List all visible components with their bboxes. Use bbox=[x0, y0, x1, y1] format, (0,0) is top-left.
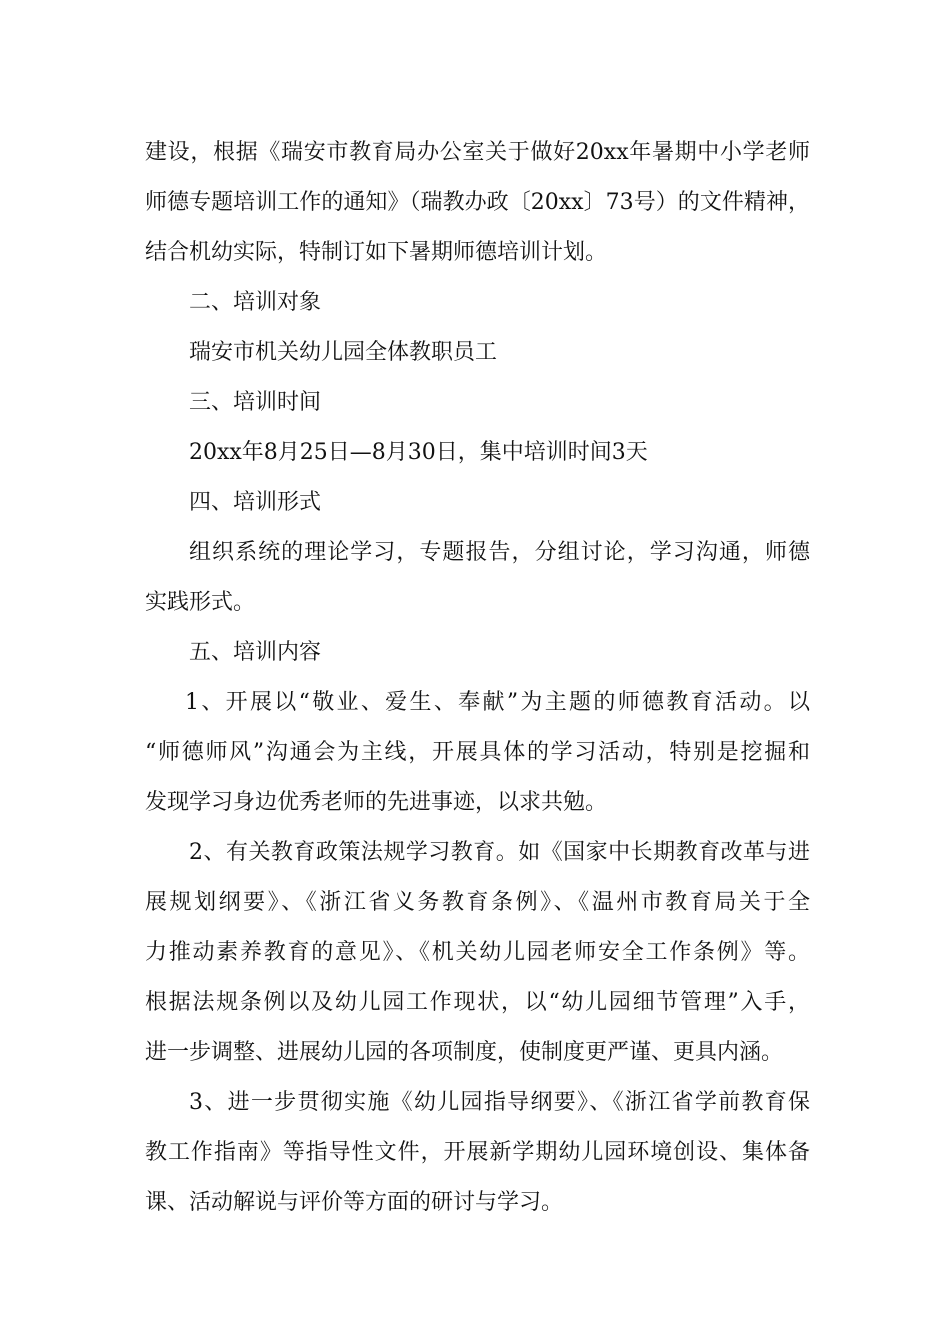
text-line: 发现学习身边优秀老师的先进事迹，以求共勉。 bbox=[145, 790, 608, 815]
section-heading-training-target: 二、培训对象 bbox=[189, 290, 322, 315]
text-line: “师德师风”沟通会为主线，开展具体的学习活动，特别是挖掘和 bbox=[145, 740, 810, 765]
text-line: 教工作指南》等指导性文件，开展新学期幼儿园环境创设、集体备 bbox=[145, 1140, 810, 1165]
text-line: 结合机幼实际，特制订如下暑期师德培训计划。 bbox=[145, 240, 608, 265]
text-line: 组织系统的理论学习，专题报告，分组讨论，学习沟通，师德 bbox=[189, 540, 810, 565]
document-body bbox=[145, 128, 810, 1228]
paragraph-training-form bbox=[145, 528, 810, 628]
text-line: 3、进一步贯彻实施《幼儿园指导纲要》、《浙江省学前教育保 bbox=[189, 1090, 810, 1115]
text-line: 课、活动解说与评价等方面的研讨与学习。 bbox=[145, 1190, 564, 1215]
text-line: 进一步调整、进展幼儿园的各项制度，使制度更严谨、更具内涵。 bbox=[145, 1040, 784, 1065]
text-line: 2、有关教育政策法规学习教育。如《国家中长期教育改革与进 bbox=[189, 840, 810, 865]
text-line: 展规划纲要》、《浙江省义务教育条例》、《温州市教育局关于全 bbox=[145, 890, 810, 915]
paragraph-training-time: 20xx年8月25日—8月30日，集中培训时间3天 bbox=[189, 440, 648, 465]
section-heading-training-form: 四、培训形式 bbox=[189, 490, 322, 515]
paragraph-content-item-3 bbox=[145, 1078, 810, 1228]
text-line: 建设，根据《瑞安市教育局办公室关于做好20xx年暑期中小学老师 bbox=[145, 140, 810, 165]
paragraph-intro bbox=[145, 128, 810, 278]
paragraph-training-target: 瑞安市机关幼儿园全体教职员工 bbox=[189, 340, 498, 365]
section-heading-training-content: 五、培训内容 bbox=[189, 640, 322, 665]
paragraph-content-item-2 bbox=[145, 828, 810, 1078]
section-heading-training-time: 三、培训时间 bbox=[189, 390, 322, 415]
paragraph-content-item-1 bbox=[145, 678, 810, 828]
text-line: 根据法规条例以及幼儿园工作现状，以“幼儿园细节管理”入手， bbox=[145, 990, 810, 1015]
text-line: 力推动素养教育的意见》、《机关幼儿园老师安全工作条例》等。 bbox=[145, 940, 810, 965]
text-line: 实践形式。 bbox=[145, 590, 256, 615]
text-line: 1、开展以“敬业、爱生、奉献”为主题的师德教育活动。以 bbox=[185, 690, 810, 715]
text-line: 师德专题培训工作的通知》（瑞教办政〔20xx〕73号）的文件精神， bbox=[145, 190, 810, 215]
